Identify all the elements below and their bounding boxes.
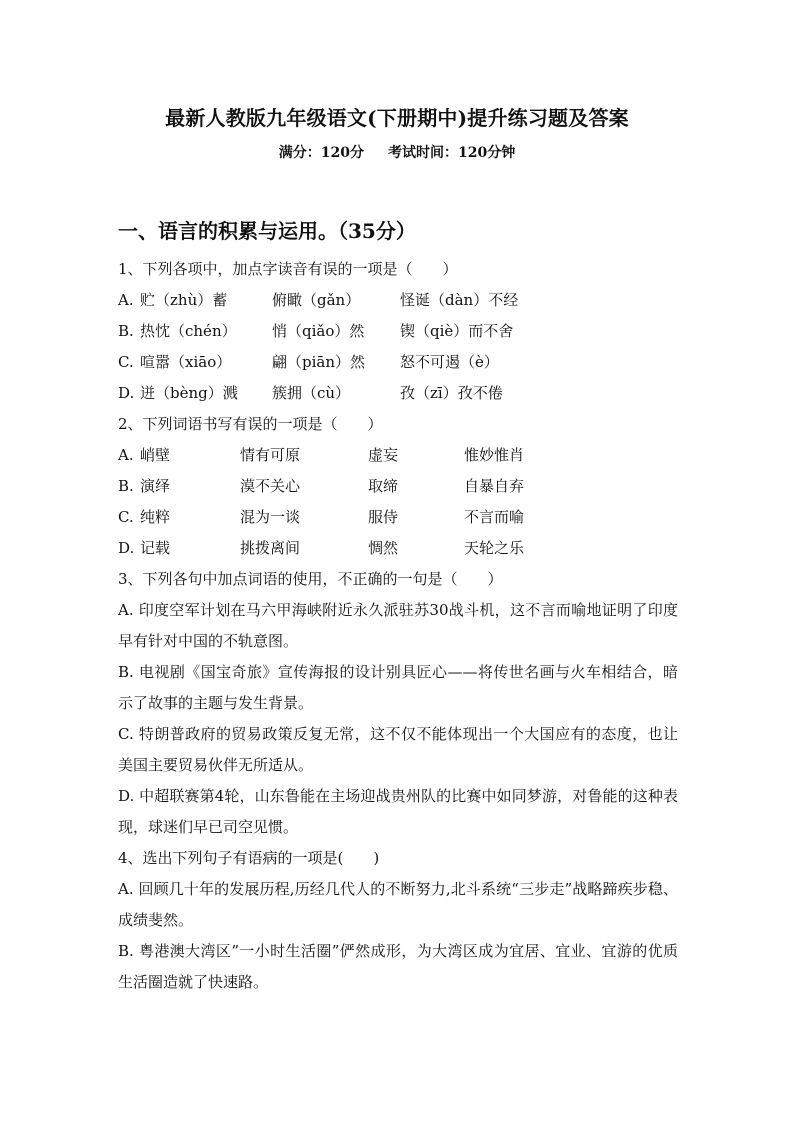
option-letter: C.	[118, 353, 134, 371]
q1-option-d	[118, 378, 678, 409]
q4-option-b	[118, 936, 678, 998]
section-title: 一、语言的积累与运用。（35分）	[118, 219, 416, 243]
option-letter: D.	[118, 384, 135, 402]
option-letter: B.	[118, 322, 134, 340]
document-title: 最新人教版九年级语文(下册期中)提升练习题及答案	[165, 106, 629, 130]
word-4: 不言而喻	[464, 508, 525, 526]
q3-option-a	[118, 595, 678, 657]
exam-info	[0, 142, 794, 164]
q4-option-a	[118, 874, 678, 936]
q3-option-d	[118, 781, 678, 843]
option-text: 特朗普政府的贸易政策反复无常，这不仅不能体现出一个大国应有的态度，也让美国主要贸易伙伴无所适从。	[118, 725, 678, 774]
option-letter: C.	[118, 508, 134, 526]
word-2: 悄（qiǎo）然	[272, 322, 365, 340]
option-letter: A.	[118, 601, 134, 619]
option-text: 中超联赛第4轮，山东鲁能在主场迎战贵州队的比赛中如同梦游，对鲁能的这种表现，球迷们早已司空见惯。	[118, 787, 678, 836]
word-2: 挑拨离间	[240, 539, 301, 557]
word-1: 峭壁	[140, 446, 171, 464]
option-letter: B.	[118, 477, 134, 495]
word-1: 贮（zhù）蓄	[140, 291, 228, 309]
word-2: 簇拥（cù）	[272, 384, 351, 402]
option-text: 印度空军计划在马六甲海峡附近永久派驻苏30战斗机，这不言而喻地证明了印度早有针对中国的不轨意图。	[118, 601, 678, 650]
word-3: 取缔	[368, 477, 399, 495]
exam-time: 考试时间：120分钟	[388, 145, 516, 161]
option-letter: D.	[118, 539, 135, 557]
question-3-stem: 3、下列各句中加点词语的使用，不正确的一句是（ ）	[118, 570, 503, 588]
option-letter: A.	[118, 880, 134, 898]
q1-option-c	[118, 347, 678, 378]
q1-option-a	[118, 285, 678, 316]
question-2-stem: 2、下列词语书写有误的一项是（ ）	[118, 415, 383, 433]
word-1: 记载	[140, 539, 171, 557]
word-3: 孜（zī）孜不倦	[400, 384, 503, 402]
word-2: 混为一谈	[240, 508, 301, 526]
q1-option-b	[118, 316, 678, 347]
q2-option-c	[118, 502, 678, 533]
word-3: 服侍	[368, 508, 399, 526]
option-letter: B.	[118, 663, 134, 681]
word-3: 虚妄	[368, 446, 399, 464]
option-letter: C.	[118, 725, 134, 743]
q2-option-a	[118, 440, 678, 471]
word-4: 惟妙惟肖	[464, 446, 525, 464]
word-3: 怪诞（dàn）不经	[400, 291, 519, 309]
option-text: 回顾几十年的发展历程,历经几代人的不断努力,北斗系统“三步走”战略蹄疾步稳、成绩斐然。	[118, 880, 678, 929]
word-3: 惆然	[368, 539, 399, 557]
word-1: 演绎	[140, 477, 171, 495]
word-4: 天轮之乐	[464, 539, 525, 557]
word-2: 翩（piān）然	[272, 353, 366, 371]
questions	[118, 254, 678, 998]
word-2: 情有可原	[240, 446, 301, 464]
option-letter: A.	[118, 291, 134, 309]
q2-option-d	[118, 533, 678, 564]
option-letter: B.	[118, 942, 134, 960]
option-text: 电视剧《国宝奇旅》宣传海报的设计别具匠心——将传世名画与火车相结合，暗示了故事的主题与发生背景。	[118, 663, 678, 712]
word-1: 纯粹	[140, 508, 171, 526]
q3-option-c	[118, 719, 678, 781]
word-1: 热忱（chén）	[140, 322, 237, 340]
option-letter: D.	[118, 787, 135, 805]
q3-option-b	[118, 657, 678, 719]
word-3: 怒不可遏（è）	[400, 353, 499, 371]
full-score: 满分：120分	[278, 145, 364, 161]
option-text: 粤港澳大湾区”一小时生活圈”俨然成形，为大湾区成为宜居、宜业、宜游的优质生活圈造就了快速路。	[118, 942, 678, 991]
word-1: 迸（bèng）溅	[140, 384, 238, 402]
word-2: 俯瞰（gǎn）	[272, 291, 361, 309]
option-letter: A.	[118, 446, 134, 464]
question-4-stem: 4、选出下列句子有语病的一项是( )	[118, 849, 380, 867]
question-1-stem: 1、下列各项中，加点字读音有误的一项是（ ）	[118, 260, 458, 278]
word-2: 漠不关心	[240, 477, 301, 495]
word-1: 喧嚣（xiāo）	[140, 353, 232, 371]
word-4: 自暴自弃	[464, 477, 525, 495]
q2-option-b	[118, 471, 678, 502]
word-3: 锲（qiè）而不舍	[400, 322, 514, 340]
